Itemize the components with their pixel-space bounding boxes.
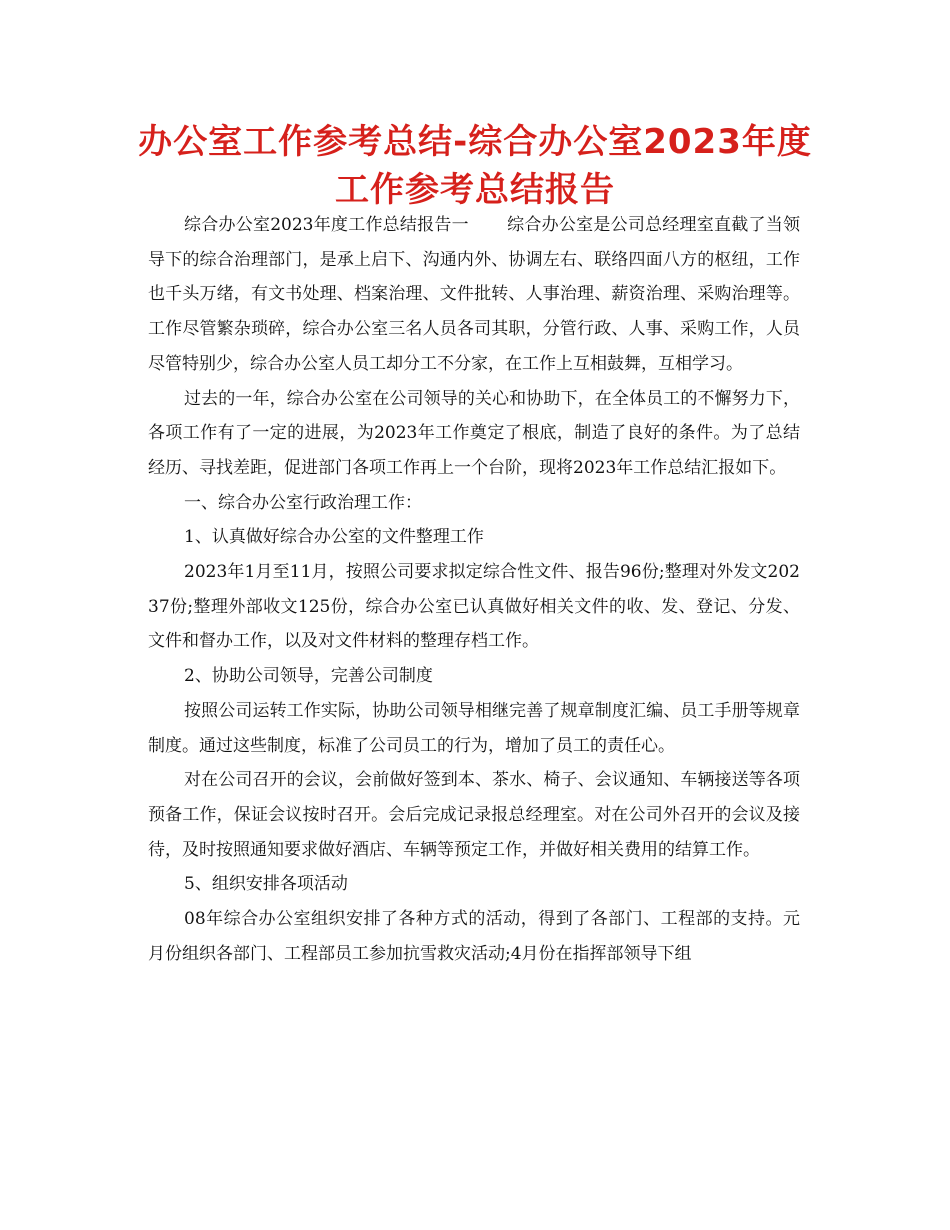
paragraph: 2023年1月至11月，按照公司要求拟定综合性文件、报告96份;整理对外发文20237份;整理外部收文125份，综合办公室已认真做好相关文件的收、发、登记、分发、文件和督办工作，以及对文件材料的整理存档工作。 [148,562,800,652]
paragraph: 08年综合办公室组织安排了各种方式的活动，得到了各部门、工程部的支持。元月份组织各部门、工程部员工参加抗雪救灾活动;4月份在指挥部领导下组 [148,909,800,964]
document-body [148,208,800,971]
paragraph: 对在公司召开的会议，会前做好签到本、茶水、椅子、会议通知、车辆接送等各项预备工作，保证会议按时召开。会后完成记录报总经理室。对在公司外召开的会议及接待，及时按照通知要求做好酒店、车辆等预定工作，并做好相关费用的结算工作。 [148,770,800,860]
paragraph: 按照公司运转工作实际，协助公司领导相继完善了规章制度汇编、员工手册等规章制度。通过这些制度，标准了公司员工的行为，增加了员工的责任心。 [148,700,800,756]
document-title: 办公室工作参考总结-综合办公室2023年度工作参考总结报告 [138,122,812,210]
subsection-heading: 2、协助公司领导，完善公司制度 [184,666,433,687]
intro-heading: 综合办公室2023年度工作总结报告一 [184,215,469,235]
paragraph-intro [148,208,800,382]
subsection-heading: 1、认真做好综合办公室的文件整理工作 [184,527,484,548]
section-heading: 一、综合办公室行政治理工作： [184,492,422,513]
paragraph-text: 综合办公室是公司总经理室直截了当领导下的综合治理部门，是承上启下、沟通内外、协调左右、联络四面八方的枢纽，工作也千头万绪，有文书处理、档案治理、文件批转、人事治理、薪资治理、采购治理等。工作尽管繁杂琐碎，综合办公室三名人员各司其职，分管行政、人事、采购工作，人员尽管特别少，综合办公室人员工却分工不分家，在工作上互相鼓舞，互相学习。 [148,215,800,374]
subsection-heading: 5、组织安排各项活动 [184,874,348,895]
paragraph: 过去的一年，综合办公室在公司领导的关心和协助下，在全体员工的不懈努力下，各项工作有了一定的进展，为2023年工作奠定了根底，制造了良好的条件。为了总结经历、寻找差距，促进部门各项工作再上一个台阶，现将2023年工作总结汇报如下。 [148,388,800,478]
